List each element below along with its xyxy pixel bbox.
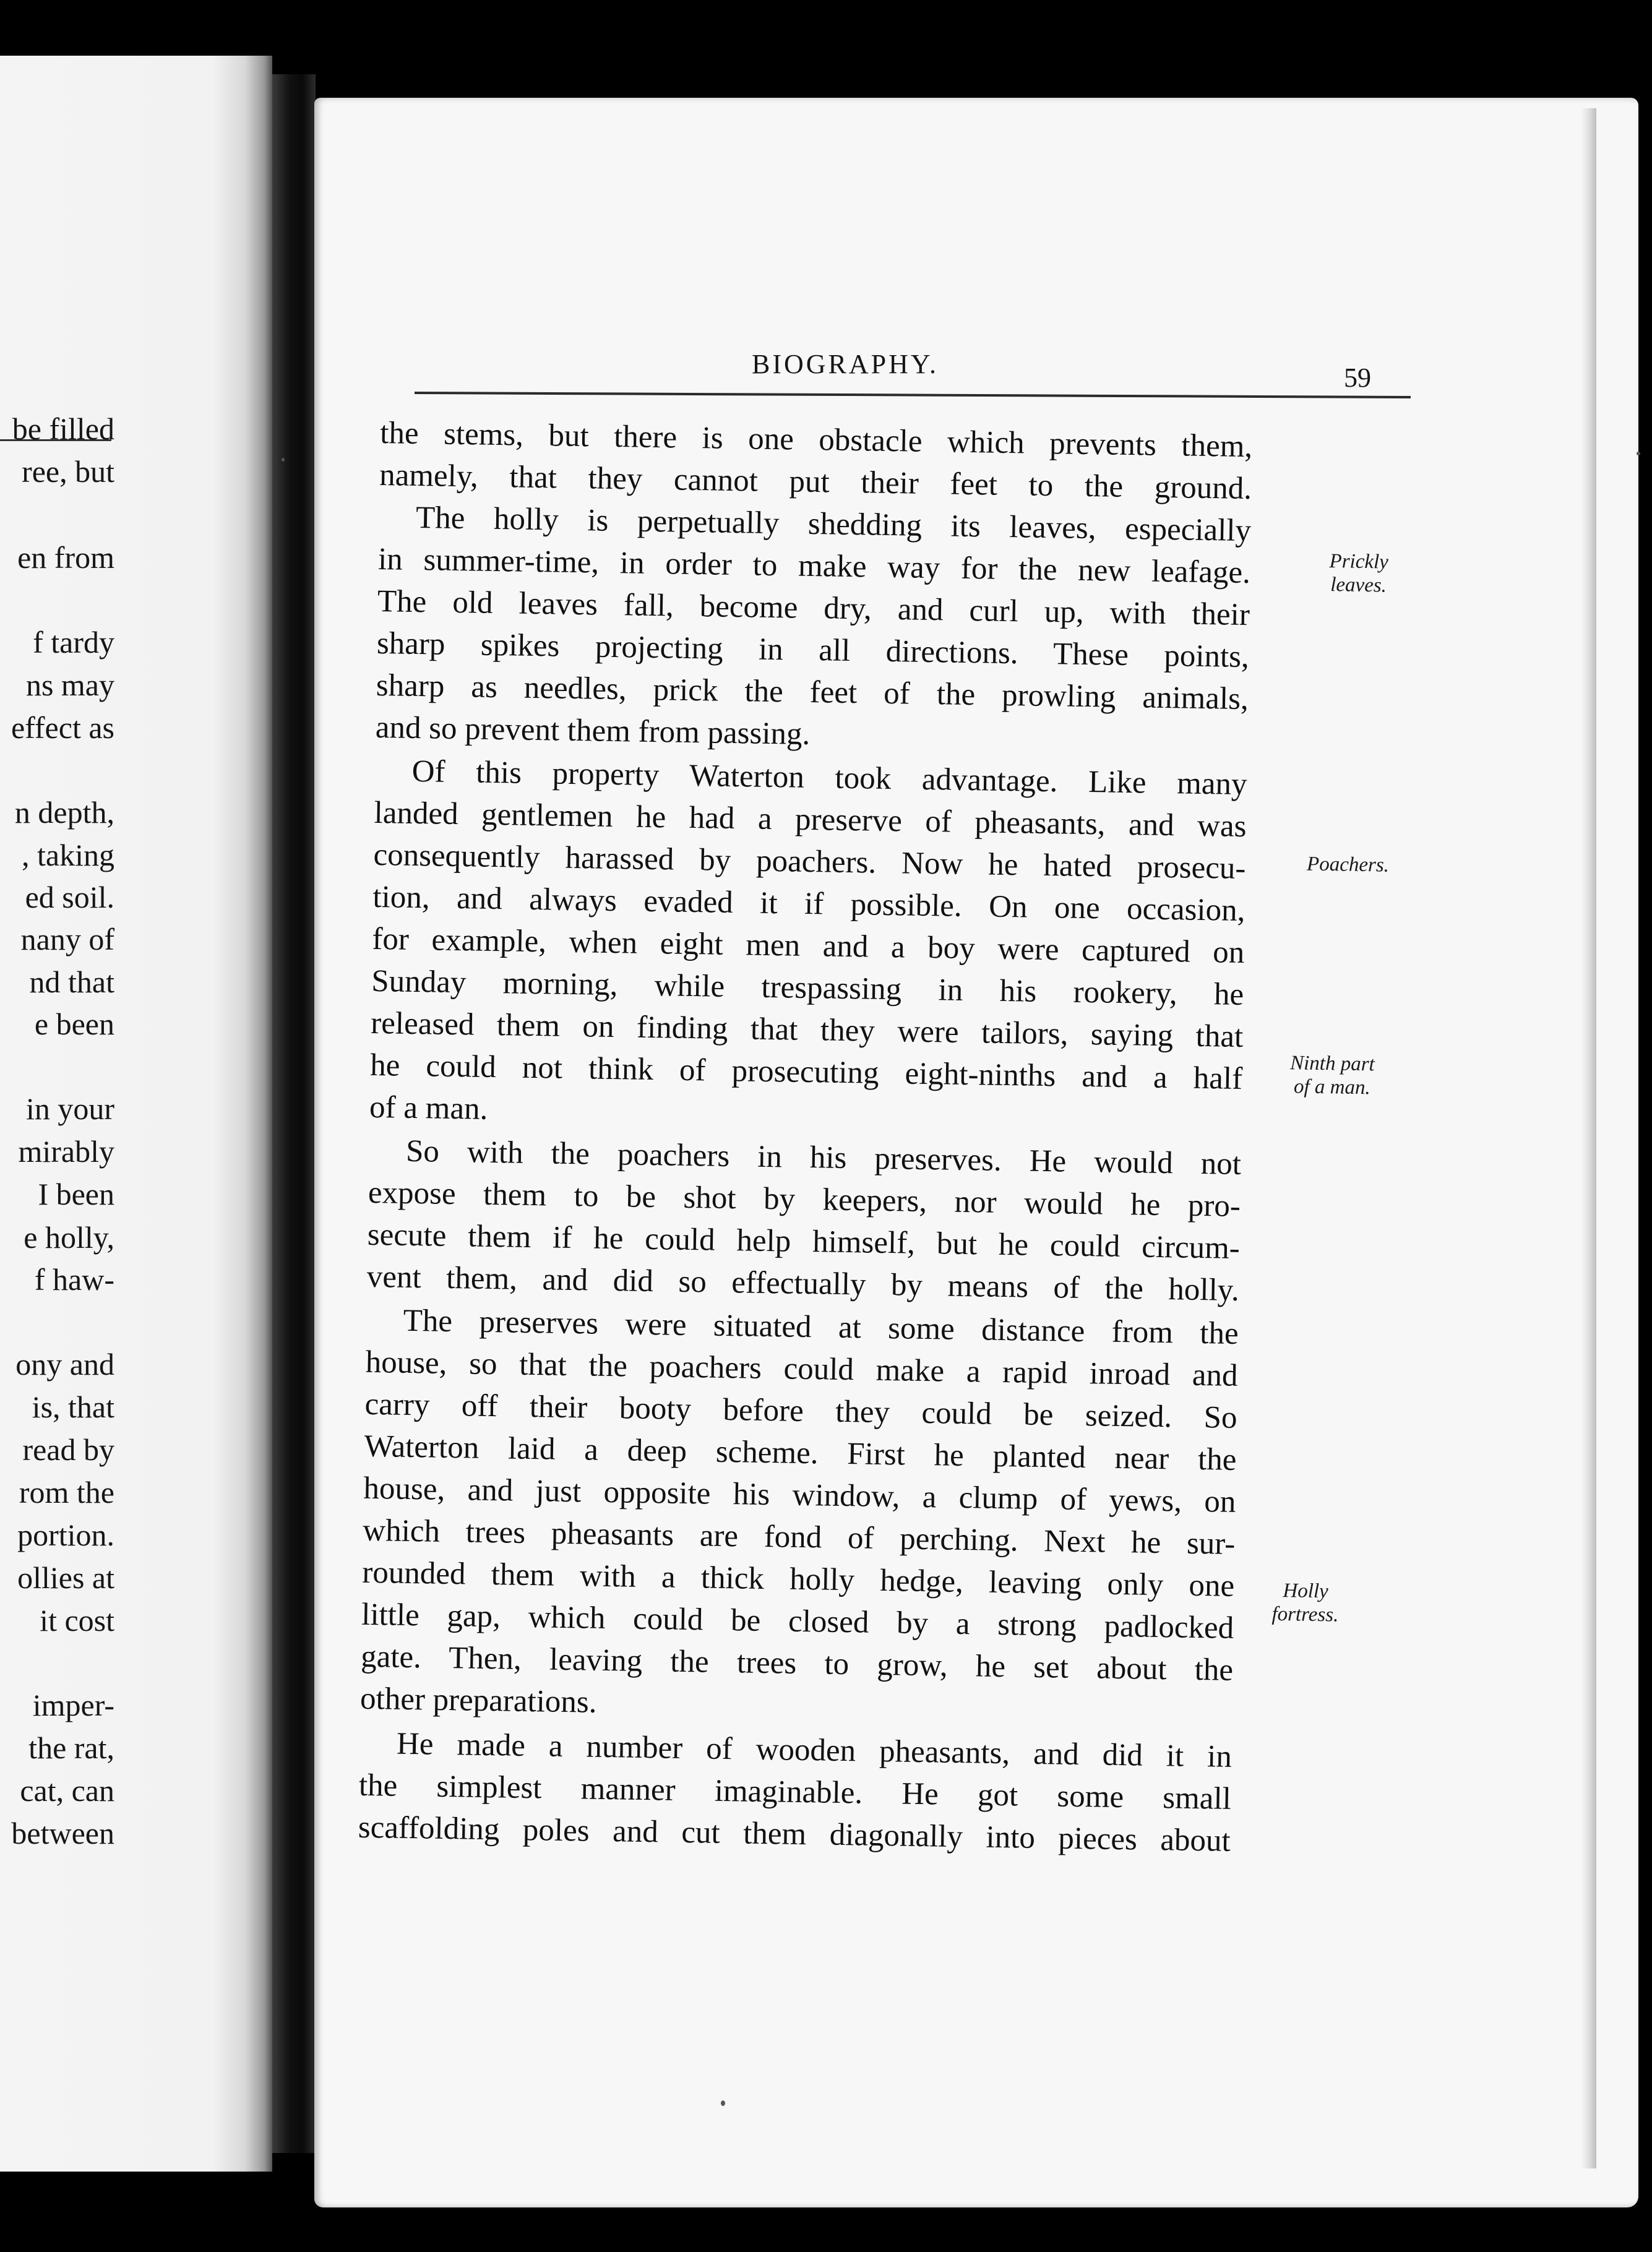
- left-line: in your: [25, 1091, 114, 1126]
- left-line: be filled: [12, 411, 114, 446]
- text-line: He made a number of wooden pheasants, and did it in: [396, 1726, 1233, 1774]
- text-line: which trees pheasants are fond of perching. Next he sur-: [362, 1513, 1236, 1562]
- text-line: he could not think of prosecuting eight-ninths and a half: [369, 1047, 1243, 1097]
- left-line: e been: [34, 1007, 114, 1041]
- text-line: for example, when eight men and a boy were captured on: [372, 921, 1245, 971]
- scan-speck: [721, 2100, 725, 2106]
- left-line: mirably: [18, 1134, 114, 1169]
- text-line: gate. Then, leaving the trees to grow, he set about the: [360, 1639, 1234, 1688]
- text-line: So with the poachers in his preserves. He would not: [405, 1133, 1242, 1182]
- text-line: expose them to be shot by keepers, nor would he pro-: [368, 1175, 1241, 1224]
- text-line: sharp spikes projecting in all directions. These points,: [376, 625, 1250, 675]
- page-number: 59: [1344, 363, 1371, 393]
- text-line: released them on finding that they were tailors, saying that: [370, 1005, 1244, 1055]
- text-line: landed gentlemen he had a preserve of pheasants, and was: [374, 795, 1247, 844]
- margin-note-poachers: Poachers.: [1306, 853, 1390, 877]
- text-line: of a man.: [369, 1089, 488, 1127]
- book-gutter: [272, 74, 316, 2153]
- left-line: ony and: [15, 1347, 114, 1382]
- left-line: is, that: [32, 1390, 114, 1424]
- text-line: rounded them with a thick holly hedge, leaving only one: [361, 1555, 1235, 1604]
- left-line: ed soil.: [25, 880, 114, 914]
- text-line: in summer-time, in order to make way for the new leafage.: [377, 541, 1251, 591]
- text-line: vent them, and did so effectually by means of the holly.: [366, 1259, 1240, 1308]
- left-line: ree, but: [22, 454, 114, 489]
- text-line: Waterton laid a deep scheme. First he planted near the: [364, 1429, 1237, 1477]
- text-line: other preparations.: [359, 1681, 597, 1720]
- left-line: rom the: [19, 1475, 114, 1510]
- left-line: effect as: [11, 710, 114, 745]
- running-head: BIOGRAPHY.: [752, 349, 939, 379]
- left-line: , taking: [22, 838, 114, 872]
- text-line: little gap, which could be closed by a strong padlocked: [361, 1597, 1234, 1646]
- text-line: secute them if he could help himself, but he could circum-: [367, 1217, 1241, 1266]
- text-line: sharp as needles, prick the feet of the prowling animals,: [376, 668, 1249, 717]
- left-line: it cost: [40, 1603, 114, 1638]
- left-line: nd that: [29, 965, 114, 999]
- left-line: n depth,: [14, 795, 114, 830]
- text-line: the simplest manner imaginable. He got some small: [358, 1768, 1232, 1816]
- text-line: Sunday morning, while trespassing in his rookery, he: [371, 963, 1244, 1013]
- left-line: I been: [38, 1177, 114, 1211]
- margin-note-ninth-part: Ninth part of a man.: [1289, 1052, 1375, 1099]
- text-line: scaffolding poles and cut them diagonally into pieces about: [358, 1810, 1231, 1859]
- margin-note-prickly-leaves: Prickly leaves.: [1329, 550, 1389, 597]
- margin-note-holly-fortress: Holly fortress.: [1271, 1579, 1339, 1627]
- text-line: consequently harassed by poachers. Now he hated prosecu-: [373, 837, 1246, 887]
- left-line: the rat,: [28, 1730, 114, 1765]
- text-line: The preserves were situated at some distance from the: [403, 1303, 1239, 1351]
- text-line: tion, and always evaded it if possible. On one occasion,: [372, 879, 1245, 929]
- left-line: ns may: [25, 668, 114, 702]
- text-line: the stems, but there is one obstacle which prevents them,: [379, 415, 1253, 465]
- text-line: house, and just opposite his window, a clump of yews, on: [363, 1471, 1236, 1519]
- text-line: Of this property Waterton took advantage. Like many: [411, 754, 1247, 802]
- left-line: read by: [22, 1432, 114, 1467]
- left-line: cat, can: [20, 1773, 114, 1808]
- body-text: [352, 405, 1390, 2214]
- left-line: portion.: [17, 1518, 114, 1552]
- text-line: carry off their booty before they could be seized. So: [364, 1386, 1237, 1435]
- left-line: ollies at: [17, 1560, 114, 1595]
- text-line: and so prevent them from passing.: [375, 710, 811, 752]
- text-line: The old leaves fall, become dry, and curl up, with their: [377, 583, 1250, 633]
- left-line: nany of: [20, 922, 114, 956]
- left-line: f tardy: [33, 625, 114, 660]
- left-line: en from: [17, 540, 114, 575]
- text-line: namely, that they cannot put their feet to the ground.: [379, 457, 1252, 507]
- left-line: f haw-: [34, 1262, 114, 1297]
- left-line: e holly,: [24, 1220, 114, 1255]
- scan-speck: [1637, 452, 1640, 455]
- text-line: house, so that the poachers could make a rapid inroad and: [365, 1344, 1238, 1393]
- page-edge-shadow: [1581, 108, 1596, 2168]
- left-line: between: [11, 1816, 114, 1850]
- scan-speck: [282, 458, 285, 462]
- facing-page-left: [0, 56, 272, 2172]
- text-line: The holly is perpetually shedding its leaves, especially: [415, 500, 1252, 549]
- left-line: imper-: [32, 1688, 114, 1722]
